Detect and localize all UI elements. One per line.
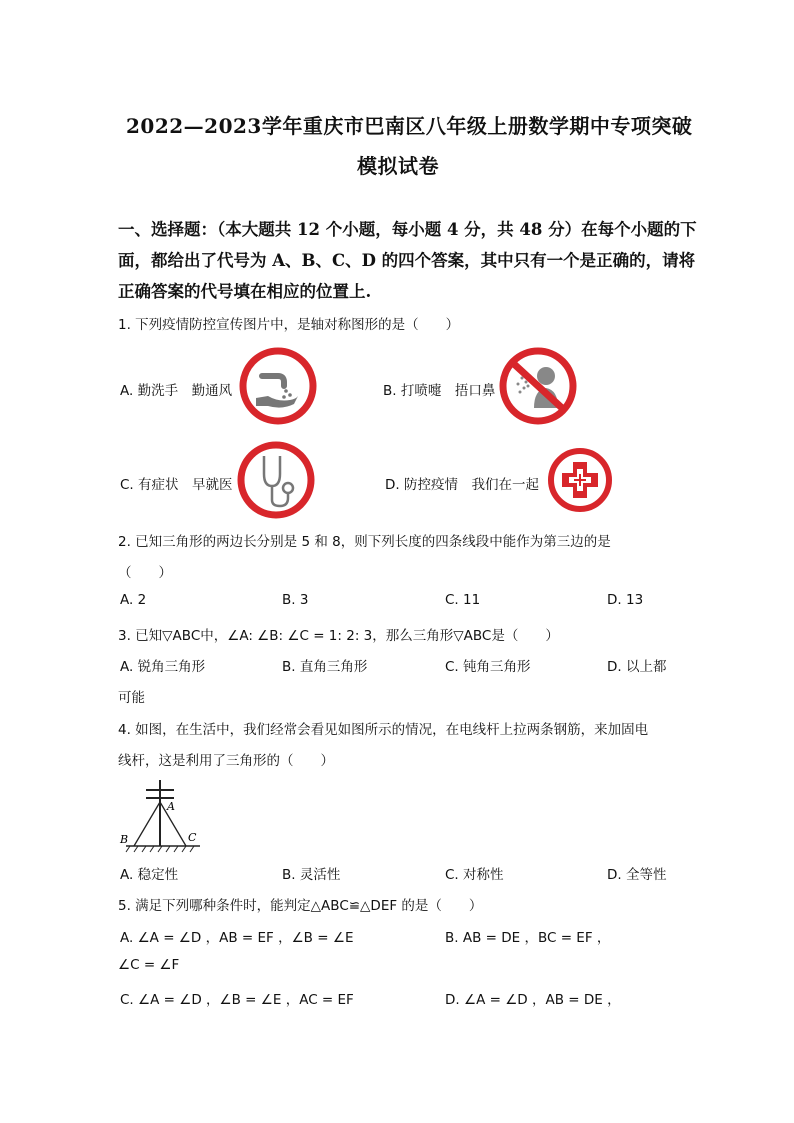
q1-option-c: C. 有症状 早就医 xyxy=(120,477,233,493)
q1-option-a: A. 勤洗手 勤通风 xyxy=(120,383,233,399)
hand-washing-icon xyxy=(238,346,318,426)
q5-option-a: A. ∠A = ∠D ，AB = EF ，∠B = ∠E xyxy=(120,930,354,946)
q1-option-d: D. 防控疫情 我们在一起 xyxy=(385,477,539,493)
section-instruction-line3: 正确答案的代号填在相应的位置上. xyxy=(118,282,372,301)
question-4-stem-line2: 线杆，这是利用了三角形的（ ） xyxy=(118,753,334,769)
q2-option-a: A. 2 xyxy=(120,592,147,608)
question-2-stem-line1: 2. 已知三角形的两边长分别是 5 和 8，则下列长度的四条线段中能作为第三边的是 xyxy=(118,534,611,550)
utility-pole-figure xyxy=(116,776,206,854)
q5-option-b: B. AB = DE ，BC = EF ， xyxy=(445,930,611,946)
q3-option-d: D. 以上都 xyxy=(607,659,667,675)
no-sneeze-icon xyxy=(498,346,578,426)
q2-option-b: B. 3 xyxy=(282,592,309,608)
medical-cross-icon xyxy=(547,447,613,513)
q5-option-d: D. ∠A = ∠D ，AB = DE ， xyxy=(445,992,621,1008)
q3-option-d-continued: 可能 xyxy=(118,690,145,706)
q5-option-b-continued: ∠C = ∠F xyxy=(118,957,180,973)
question-2-stem-line2: （ ） xyxy=(118,565,172,581)
page-title-line2: 模拟试卷 xyxy=(357,154,439,178)
q2-option-c: C. 11 xyxy=(445,592,481,608)
q4-option-b: B. 灵活性 xyxy=(282,867,341,883)
q4-option-d: D. 全等性 xyxy=(607,867,667,883)
question-3-stem: 3. 已知▽ABC中，∠A: ∠B: ∠C = 1: 2: 3，那么三角形▽ABC是（ ） xyxy=(118,628,559,644)
q4-option-c: C. 对称性 xyxy=(445,867,504,883)
q2-option-d: D. 13 xyxy=(607,592,644,608)
q4-option-a: A. 稳定性 xyxy=(120,867,179,883)
question-1-stem: 1. 下列疫情防控宣传图片中，是轴对称图形的是（ ） xyxy=(118,317,460,333)
section-instruction-line2: 面，都给出了代号为 A、B、C、D 的四个答案，其中只有一个是正确的，请将 xyxy=(118,251,696,270)
q3-option-a: A. 锐角三角形 xyxy=(120,659,206,675)
question-4-stem-line1: 4. 如图，在生活中，我们经常会看见如图所示的情况，在电线杆上拉两条钢筋，来加固电 xyxy=(118,722,649,738)
question-5-stem: 5. 满足下列哪种条件时，能判定△ABC≌△DEF 的是（ ） xyxy=(118,898,483,914)
figure-label-a: A xyxy=(167,800,175,813)
q5-option-c: C. ∠A = ∠D ，∠B = ∠E ，AC = EF xyxy=(120,992,354,1008)
q3-option-b: B. 直角三角形 xyxy=(282,659,368,675)
page-title-line1: 2022—2023学年重庆市巴南区八年级上册数学期中专项突破 xyxy=(126,114,693,138)
q3-option-c: C. 钝角三角形 xyxy=(445,659,531,675)
figure-label-c: C xyxy=(188,831,197,844)
stethoscope-icon xyxy=(236,440,316,520)
section-instruction-line1: 一、选择题：（本大题共 12 个小题，每小题 4 分，共 48 分）在每个小题的下 xyxy=(118,220,697,239)
figure-label-b: B xyxy=(120,833,129,846)
q1-option-b: B. 打喷嚏 捂口鼻 xyxy=(383,383,496,399)
